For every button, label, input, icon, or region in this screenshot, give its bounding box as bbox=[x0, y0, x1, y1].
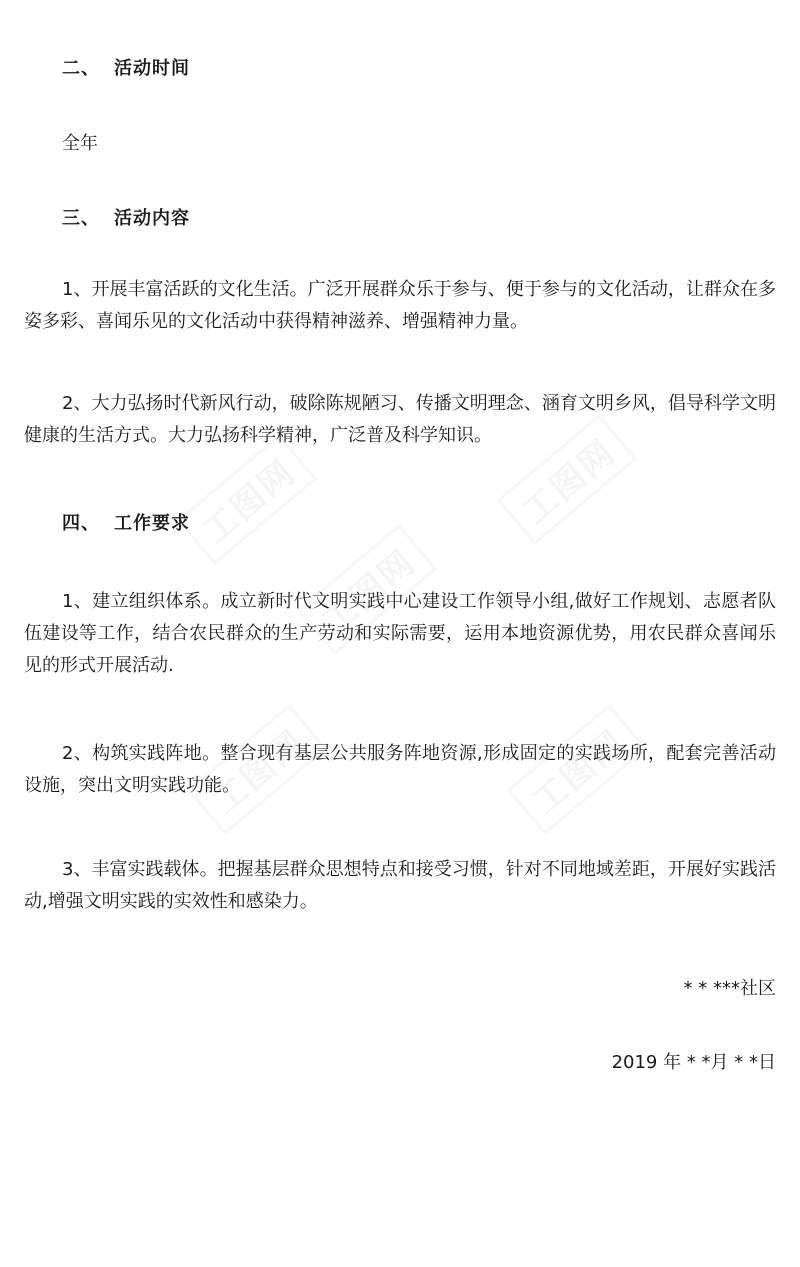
section-2-body: 全年 bbox=[62, 133, 98, 154]
paragraph: 1、建立组织体系。成立新时代文明实践中心建设工作领导小组,做好工作规划、志愿者队伍建设等工作，结合农民群众的生产劳动和实际需要，运用本地资源优势，用农民群众喜闻乐见的形式开展活动. bbox=[24, 591, 776, 676]
paragraph: 1、开展丰富活跃的文化生活。广泛开展群众乐于参与、便于参与的文化活动，让群众在多姿多彩、喜闻乐见的文化活动中获得精神滋养、增强精神力量。 bbox=[24, 279, 776, 332]
section-title: 工作要求 bbox=[114, 513, 190, 534]
section-number: 二、 bbox=[62, 58, 100, 79]
section-title: 活动时间 bbox=[114, 58, 190, 79]
signature-date: 2019 年 * *月 * *日 bbox=[611, 1052, 776, 1073]
paragraph: 3、丰富实践载体。把握基层群众思想特点和接受习惯，针对不同地域差距，开展好实践活动,增强文明实践的实效性和感染力。 bbox=[24, 859, 776, 912]
watermark-logo: 工图网 bbox=[497, 414, 638, 545]
section-title: 活动内容 bbox=[114, 208, 190, 229]
watermark-logo: 工图网 bbox=[507, 704, 648, 835]
section-number: 三、 bbox=[62, 208, 100, 229]
section-heading-2 bbox=[62, 54, 190, 80]
paragraph: 2、构筑实践阵地。整合现有基层公共服务阵地资源,形成固定的实践场所，配套完善活动设施，突出文明实践功能。 bbox=[24, 743, 776, 796]
watermark-logo: 工图网 bbox=[187, 704, 328, 835]
section-number: 四、 bbox=[62, 513, 100, 534]
signature-org: * * ***社区 bbox=[683, 978, 776, 999]
section-heading-4 bbox=[62, 509, 190, 535]
watermark-logo: 工图网 bbox=[297, 524, 438, 655]
section-heading-3 bbox=[62, 204, 190, 230]
watermark-logo: 工图网 bbox=[177, 434, 318, 565]
paragraph: 2、大力弘扬时代新风行动，破除陈规陋习、传播文明理念、涵育文明乡风，倡导科学文明健康的生活方式。大力弘扬科学精神，广泛普及科学知识。 bbox=[24, 393, 776, 446]
